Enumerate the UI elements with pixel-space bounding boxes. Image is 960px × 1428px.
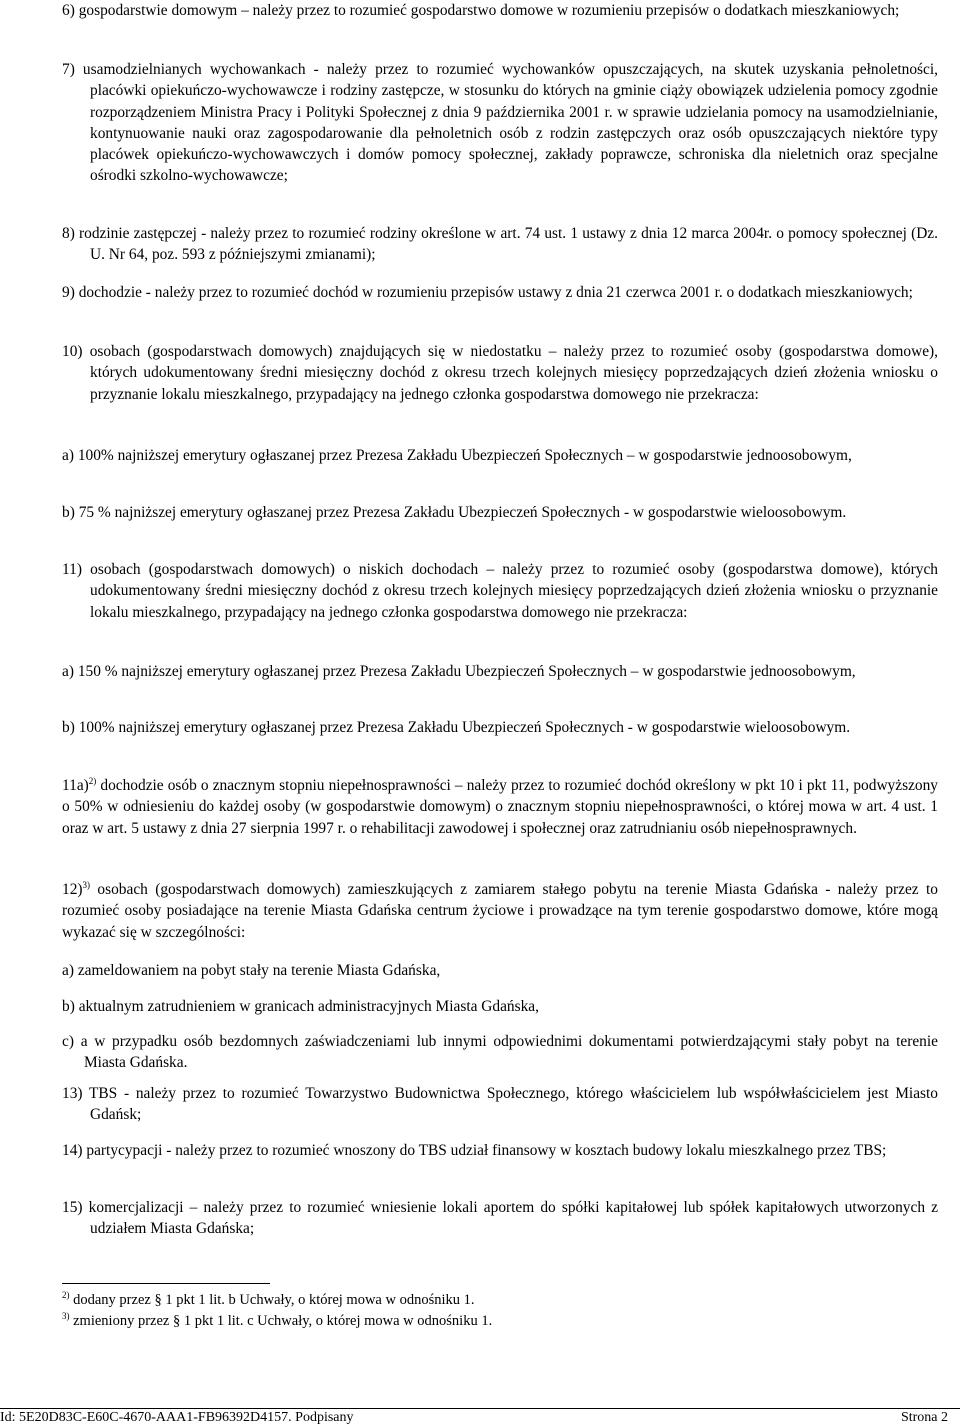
item-label: 14)	[62, 1142, 83, 1159]
item-text: dochodzie osób o znacznym stopniu niepełnosprawności – należy przez to rozumieć dochód określony w pkt 10 i pkt 11, podwyższony o 50% w odniesieniu do każdej osoby (w gospodarstwie domowym) o znacznym stopniu niepełnosprawności, o której mowa w art. 4 ust. 1 oraz w art. 5 ustawy z dnia 27 sierpnia 1997 r. o rehabilitacji zawodowej i społecznej oraz zatrudnianiu osób niepełnosprawnych.	[62, 777, 938, 837]
item-text: dochodzie - należy przez to rozumieć dochód w rozumieniu przepisów ustawy z dnia 21 czerwca 2001 r. o dodatkach mieszkaniowych;	[78, 284, 913, 301]
item-label: a)	[62, 663, 74, 680]
document-id: Id: 5E20D83C-E60C-4670-AAA1-FB96392D4157. Podpisany	[0, 1410, 354, 1425]
footnote-separator	[62, 1283, 270, 1284]
item-label: 11)	[62, 561, 82, 578]
item-text: aktualnym zatrudnieniem w granicach administracyjnych Miasta Gdańska,	[78, 998, 539, 1015]
footnote-mark: 2)	[62, 1290, 70, 1300]
definition-item-11a	[62, 775, 938, 839]
footnote-ref: 3)	[82, 880, 91, 890]
item-text: TBS - należy przez to rozumieć Towarzystwo Budownictwa Społecznego, którego właścicielem lub współwłaścicielem jest Miasto Gdańsk;	[89, 1085, 938, 1124]
item-label: b)	[62, 998, 75, 1015]
item-text: komercjalizacji – należy przez to rozumieć wniesienie lokali aportem do spółki kapitałowej lub spółek kapitałowych utworzonych z udziałem Miasta Gdańska;	[88, 1199, 938, 1238]
item-text: rodzinie zastępczej - należy przez to rozumieć rodziny określone w art. 74 ust. 1 ustawy z dnia 12 marca 2004r. o pomocy społecznej (Dz. U. Nr 64, poz. 593 z późniejszymi zmianami);	[79, 225, 938, 264]
footnote-3	[62, 1312, 938, 1331]
item-label: 6)	[62, 2, 75, 19]
footnote-text: dodany przez § 1 pkt 1 lit. b Uchwały, o której mowa w odnośniku 1.	[73, 1292, 475, 1308]
definition-item-10-b	[62, 502, 938, 523]
item-label: a)	[62, 962, 74, 979]
item-text: a w przypadku osób bezdomnych zaświadczeniami lub innymi odpowiednimi dokumentami potwierdzającymi stały pobyt na terenie Miasta Gdańska.	[80, 1033, 938, 1072]
footnote-text: zmieniony przez § 1 pkt 1 lit. c Uchwały, o której mowa w odnośniku 1.	[73, 1313, 493, 1329]
item-label: 8)	[62, 225, 75, 242]
item-text: 150 % najniższej emerytury ogłaszanej przez Prezesa Zakładu Ubezpieczeń Społecznych – w gospodarstwie jednoosobowym,	[77, 663, 856, 680]
definition-item-8	[62, 223, 938, 266]
definition-item-11	[62, 559, 938, 623]
definition-item-6	[62, 0, 938, 21]
item-text: osobach (gospodarstwach domowych) o niskich dochodach – należy przez to rozumieć osoby (gospodarstwa domowe), których udokumentowany średni miesięczny dochód z okresu trzech kolejnych miesięcy poprzedzających dzień złożenia wniosku o przyznanie lokalu mieszkalnego, przypadający na jednego członka gospodarstwa domowego nie przekracza:	[90, 561, 938, 621]
item-label: 7)	[62, 61, 75, 78]
item-label: 10)	[62, 343, 83, 360]
item-label: b)	[62, 719, 75, 736]
definition-item-10	[62, 341, 938, 405]
definition-item-12-a	[62, 960, 938, 981]
definition-item-12-c	[62, 1031, 938, 1074]
definition-item-10-a	[62, 445, 938, 466]
item-label: c)	[62, 1033, 74, 1050]
item-text: osobach (gospodarstwach domowych) zamieszkujących z zamiarem stałego pobytu na terenie Miasta Gdańska - należy przez to rozumieć osoby posiadające na terenie Miasta Gdańska centrum życiowe i prowadzące na tym terenie gospodarstwo domowe, które mogą wykazać się w szczególności:	[62, 881, 938, 941]
definition-item-14	[62, 1140, 938, 1161]
definition-item-11-a	[62, 661, 938, 682]
item-text: gospodarstwie domowym – należy przez to rozumieć gospodarstwo domowe w rozumieniu przepisów o dodatkach mieszkaniowych;	[78, 2, 900, 19]
definition-item-11-b	[62, 717, 938, 738]
definition-item-12	[62, 879, 938, 943]
page-footer	[0, 1409, 948, 1427]
item-label: a)	[62, 447, 74, 464]
item-text: usamodzielnianych wychowankach - należy przez to rozumieć wychowanków opuszczających, na skutek uzyskania pełnoletności, placówki opiekuńczo-wychowawcze i rodziny zastępcze, w stosunku do których na gminie ciąży obowiązek udzielenia pomocy zgodnie rozporządzeniem Ministra Pracy i Polityki Społecznej z dnia 9 października 2001 r. w sprawie udzielania pomocy na usamodzielnianie, kontynuowanie nauki oraz zagospodarowanie dla pełnoletnich osób z rodzin zastępczych oraz osób opuszczających niektóre typy placówek opiekuńczo-wychowawczych i domów pomocy społecznej, zakłady poprawcze, schroniska dla nieletnich oraz specjalne ośrodki szkolno-wychowawcze;	[82, 61, 939, 185]
item-text: 100% najniższej emerytury ogłaszanej przez Prezesa Zakładu Ubezpieczeń Społecznych – w gospodarstwie jednoosobowym,	[77, 447, 852, 464]
definition-item-7	[62, 59, 938, 187]
item-text: zameldowaniem na pobyt stały na terenie Miasta Gdańska,	[77, 962, 441, 979]
item-label: 12)	[62, 881, 83, 898]
page-number: Strona 2	[900, 1410, 948, 1425]
item-text: 75 % najniższej emerytury ogłaszanej przez Prezesa Zakładu Ubezpieczeń Społecznych - w gospodarstwie wieloosobowym.	[78, 504, 847, 521]
footnote-ref: 2)	[88, 776, 97, 786]
definition-item-15	[62, 1197, 938, 1240]
item-text: partycypacji - należy przez to rozumieć wnoszony do TBS udział finansowy w kosztach budowy lokalu mieszkalnego przez TBS;	[86, 1142, 887, 1159]
item-label: 11a)	[62, 777, 89, 794]
footnote-2	[62, 1291, 938, 1310]
item-label: 15)	[62, 1199, 83, 1216]
item-text: 100% najniższej emerytury ogłaszanej przez Prezesa Zakładu Ubezpieczeń Społecznych - w gospodarstwie wieloosobowym.	[78, 719, 851, 736]
footnote-mark: 3)	[62, 1311, 70, 1321]
item-label: 9)	[62, 284, 75, 301]
definition-item-9	[62, 282, 938, 303]
item-label: b)	[62, 504, 75, 521]
item-label: 13)	[62, 1085, 83, 1102]
item-text: osobach (gospodarstwach domowych) znajdujących się w niedostatku – należy przez to rozumieć osoby (gospodarstwa domowe), których udokumentowany średni miesięczny dochód z okresu trzech kolejnych miesięcy poprzedzających dzień złożenia wniosku o przyznanie lokalu mieszkalnego, przypadający na jednego członka gospodarstwa domowego nie przekracza:	[89, 343, 938, 403]
definition-item-12-b	[62, 996, 938, 1017]
definition-item-13	[62, 1083, 938, 1126]
